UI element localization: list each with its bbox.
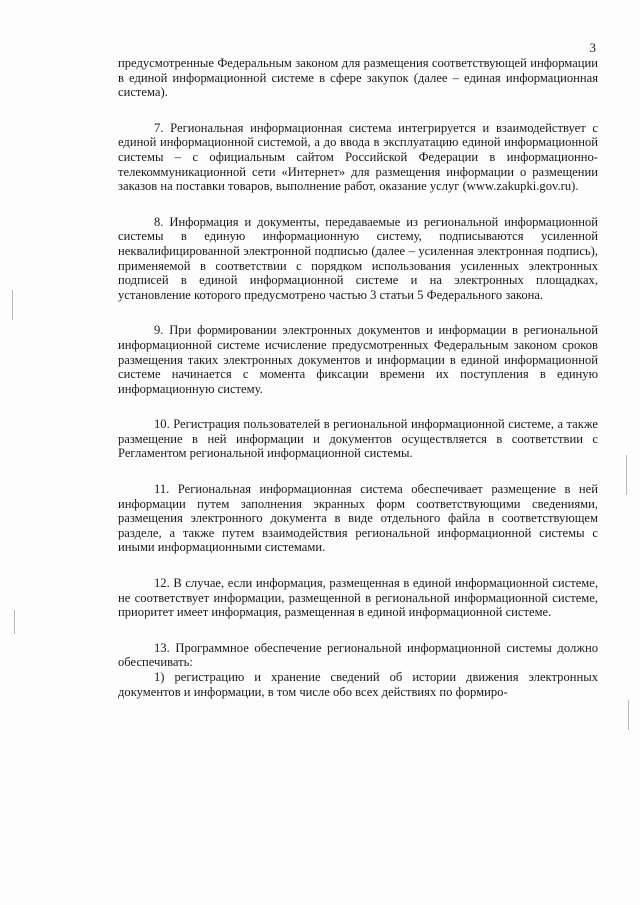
paragraph-8: 8. Информация и документы, передаваемые из региональной информационной системы в единую информационную систему, подписываются усиленной неквалифицированной электронной подписью (далее – усиленная электронная подпись), применяемой в соответствии с порядком использования усиленных электронных подписей в единой информационной системе и на электронных площадках, установление которого предусмотрено частью 3 статьи 5 Федерального закона.	[118, 214, 598, 302]
document-body	[118, 56, 598, 699]
paragraph-13-item-1: 1) регистрацию и хранение сведений об истории движения электронных документов и информации, в том числе обо всех действиях по формиро-	[118, 670, 598, 699]
paragraph-12: 12. В случае, если информация, размещенная в единой информационной системе, не соответствует информации, размещенной в региональной информационной системе, приоритет имеет информация, размещенная в единой информационной системе.	[118, 576, 598, 620]
scan-mark-right-lower	[628, 700, 629, 730]
scan-mark-left-lower	[14, 610, 15, 634]
paragraph-10: 10. Регистрация пользователей в региональной информационной системе, а также размещение в ней информации и документов осуществляется в соответствии с Регламентом региональной информационной системы.	[118, 417, 598, 461]
paragraph-13: 13. Программное обеспечение региональной информационной системы должно обеспечивать:	[118, 640, 598, 670]
paragraph-11: 11. Региональная информационная система обеспечивает размещение в ней информации путем заполнения экранных форм соответствующими сведениями, размещения электронного документа в виде отдельного файла в соответствующем разделе, а также путем взаимодействия региональной информационной системы с иными информационными системами.	[118, 482, 598, 555]
paragraph-9: 9. При формировании электронных документов и информации в региональной информационной системе исчисление предусмотренных Федеральным законом сроков размещения таких электронных документов и информации в единой информационной системе начинается с момента фиксации времени их поступления в единую информационную систему.	[118, 323, 598, 396]
page-number: 3	[589, 40, 596, 55]
scan-mark-right	[626, 455, 627, 495]
paragraph-continuation: предусмотренные Федеральным законом для размещения соответствующей информации в единой информационной системе в сфере закупок (далее – единая информационная система).	[118, 56, 598, 100]
paragraph-7: 7. Региональная информационная система интегрируется и взаимодействует с единой информационной системой, а до ввода в эксплуатацию единой информационной системы – с официальным сайтом Российской Федерации в информационно-телекоммуникационной сети «Интернет» для размещения информации о размещении заказов на поставки товаров, выполнение работ, оказание услуг (www.zakupki.gov.ru).	[118, 120, 598, 194]
scan-mark-left	[12, 290, 13, 320]
